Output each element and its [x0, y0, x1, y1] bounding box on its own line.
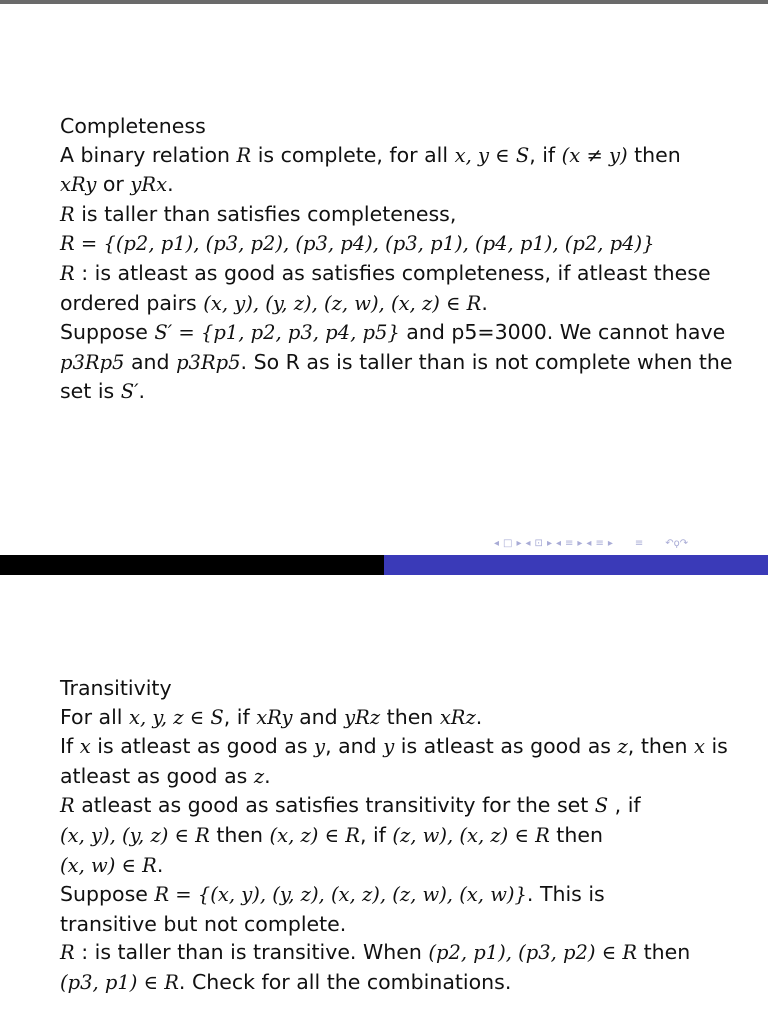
text-line: atleast as good as z.	[60, 763, 271, 788]
nav-outline-icon[interactable]: ≡	[634, 537, 644, 549]
text-line: xRy or yRx.	[60, 172, 174, 197]
nav-section-icon[interactable]: ≡	[565, 537, 574, 549]
text-line: Suppose R = {(x, y), (y, z), (x, z), (z, w), (x, w)}. This is	[60, 882, 605, 907]
nav-prev-slide-icon[interactable]: ◂	[494, 537, 500, 549]
divider-black-segment	[0, 555, 384, 575]
text-line: R atleast as good as satisfies transitivity for the set S , if	[60, 793, 641, 818]
nav-frame-icon[interactable]: ⊡	[534, 537, 543, 549]
nav-slide-icon[interactable]: □	[503, 537, 513, 549]
slide-transitivity	[60, 674, 728, 998]
top-border	[0, 0, 768, 4]
text-line: ordered pairs (x, y), (y, z), (z, w), (x, z) ∈ R.	[60, 290, 488, 315]
nav-next-section-icon[interactable]: ▸	[577, 537, 583, 549]
divider-blue-segment	[384, 555, 768, 575]
text-line: A binary relation R is complete, for all x, y ∈ S, if (x ≠ y) then	[60, 142, 681, 167]
nav-next-slide-icon[interactable]: ▸	[516, 537, 522, 549]
text-line: R is taller than satisfies completeness,	[60, 201, 457, 226]
text-line: (x, w) ∈ R.	[60, 852, 164, 877]
text-line: If x is atleast as good as y, and y is atleast as good as z, then x is	[60, 734, 728, 759]
text-line: set is S′.	[60, 379, 146, 404]
text-line: transitive but not complete.	[60, 911, 347, 936]
text-line: Suppose S′ = {p1, p2, p3, p4, p5} and p5=3000. We cannot have	[60, 320, 726, 345]
nav-subsection-icon[interactable]: ≡	[595, 537, 604, 549]
beamer-navigation	[494, 533, 764, 553]
nav-search-icon[interactable]: ↶ϙ↷	[665, 537, 689, 549]
slide-divider	[0, 555, 768, 575]
text-line: (x, y), (y, z) ∈ R then (x, z) ∈ R, if (z, w), (x, z) ∈ R then	[60, 822, 603, 847]
nav-prev-section-icon[interactable]: ◂	[555, 537, 561, 549]
text-line: R : is atleast as good as satisfies completeness, if atleast these	[60, 260, 711, 285]
nav-prev-frame-icon[interactable]: ◂	[525, 537, 531, 549]
slide-completeness	[60, 112, 733, 407]
slide-title: Completeness	[60, 114, 206, 138]
nav-prev-subsection-icon[interactable]: ◂	[586, 537, 592, 549]
text-line: R : is taller than is transitive. When (p2, p1), (p3, p2) ∈ R then	[60, 940, 691, 965]
math-line: R = {(p2, p1), (p3, p2), (p3, p4), (p3, p1), (p4, p1), (p2, p4)}	[60, 232, 655, 256]
text-line: p3Rp5 and p3Rp5. So R as is taller than is not complete when the	[60, 349, 733, 374]
text-line: (p3, p1) ∈ R. Check for all the combinations.	[60, 969, 512, 994]
nav-next-subsection-icon[interactable]: ▸	[607, 537, 613, 549]
nav-next-frame-icon[interactable]: ▸	[546, 537, 552, 549]
text-line: For all x, y, z ∈ S, if xRy and yRz then xRz.	[60, 704, 483, 729]
slide-title: Transitivity	[60, 676, 172, 700]
